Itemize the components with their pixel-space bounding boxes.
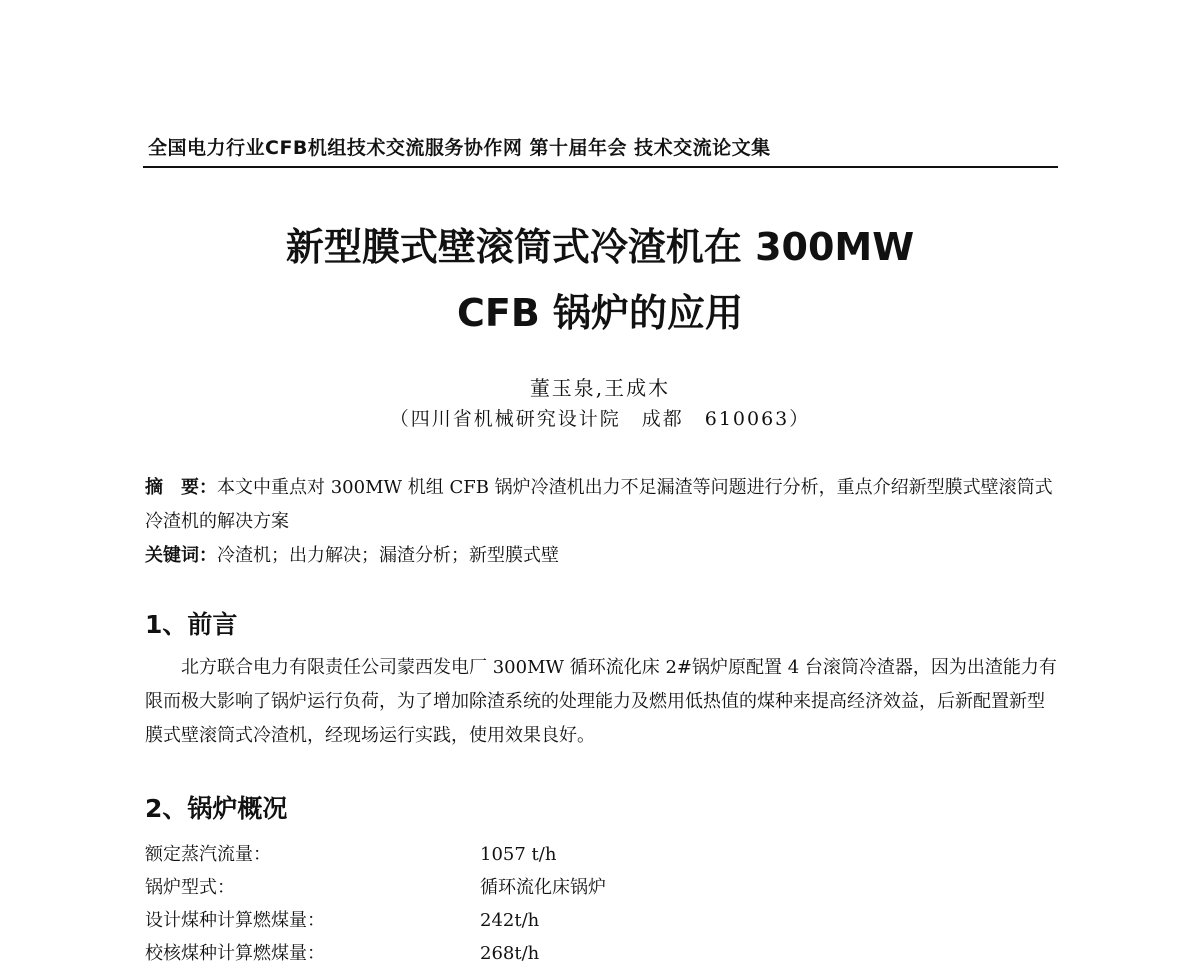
running-header: 全国电力行业CFB机组技术交流服务协作网 第十届年会 技术交流论文集 — [148, 137, 771, 159]
abstract-text: 本文中重点对 300MW 机组 CFB 锅炉冷渣机出力不足漏渣等问题进行分析，重点介绍新型膜式壁滚筒式冷渣机的解决方案 — [145, 477, 1053, 532]
spec-value: 268t/h — [480, 943, 540, 964]
authors: 董玉泉,王成木 — [529, 376, 671, 400]
section-heading-boiler-overview: 2、锅炉概况 — [145, 794, 288, 823]
keywords — [145, 539, 1060, 573]
spec-label: 设计煤种计算燃煤量： — [145, 910, 325, 931]
paper-title-line-2: CFB 锅炉的应用 — [456, 291, 744, 335]
keywords-label: 关键词： — [145, 545, 217, 566]
spec-row — [145, 871, 1060, 905]
abstract-label: 摘 要： — [145, 477, 217, 498]
affiliation: （四川省机械研究设计院 成都 610063） — [389, 408, 811, 430]
spec-row — [145, 838, 1060, 872]
spec-value: 循环流化床锅炉 — [480, 877, 606, 898]
spec-value: 242t/h — [480, 910, 540, 931]
section-heading-introduction: 1、前言 — [145, 610, 238, 639]
spec-value: 1057 t/h — [480, 844, 557, 865]
spec-row — [145, 937, 1060, 971]
abstract — [145, 471, 1060, 539]
keywords-text: 冷渣机；出力解决；漏渣分析；新型膜式壁 — [217, 545, 559, 566]
header-divider — [143, 166, 1058, 168]
section-body-introduction: 北方联合电力有限责任公司蒙西发电厂 300MW 循环流化床 2#锅炉原配置 4 台滚筒冷渣器，因为出渣能力有限而极大影响了锅炉运行负荷，为了增加除渣系统的处理能力及燃用低热值的煤种来提高经济效益，后新配置新型膜式壁滚筒式冷渣机，经现场运行实践，使用效果良好。 — [145, 657, 1057, 746]
spec-label: 额定蒸汽流量： — [145, 844, 271, 865]
paper-title-line-1: 新型膜式壁滚筒式冷渣机在 300MW — [285, 225, 915, 269]
spec-label: 校核煤种计算燃煤量： — [145, 943, 325, 964]
spec-label: 锅炉型式： — [145, 877, 235, 898]
spec-row — [145, 904, 1060, 938]
